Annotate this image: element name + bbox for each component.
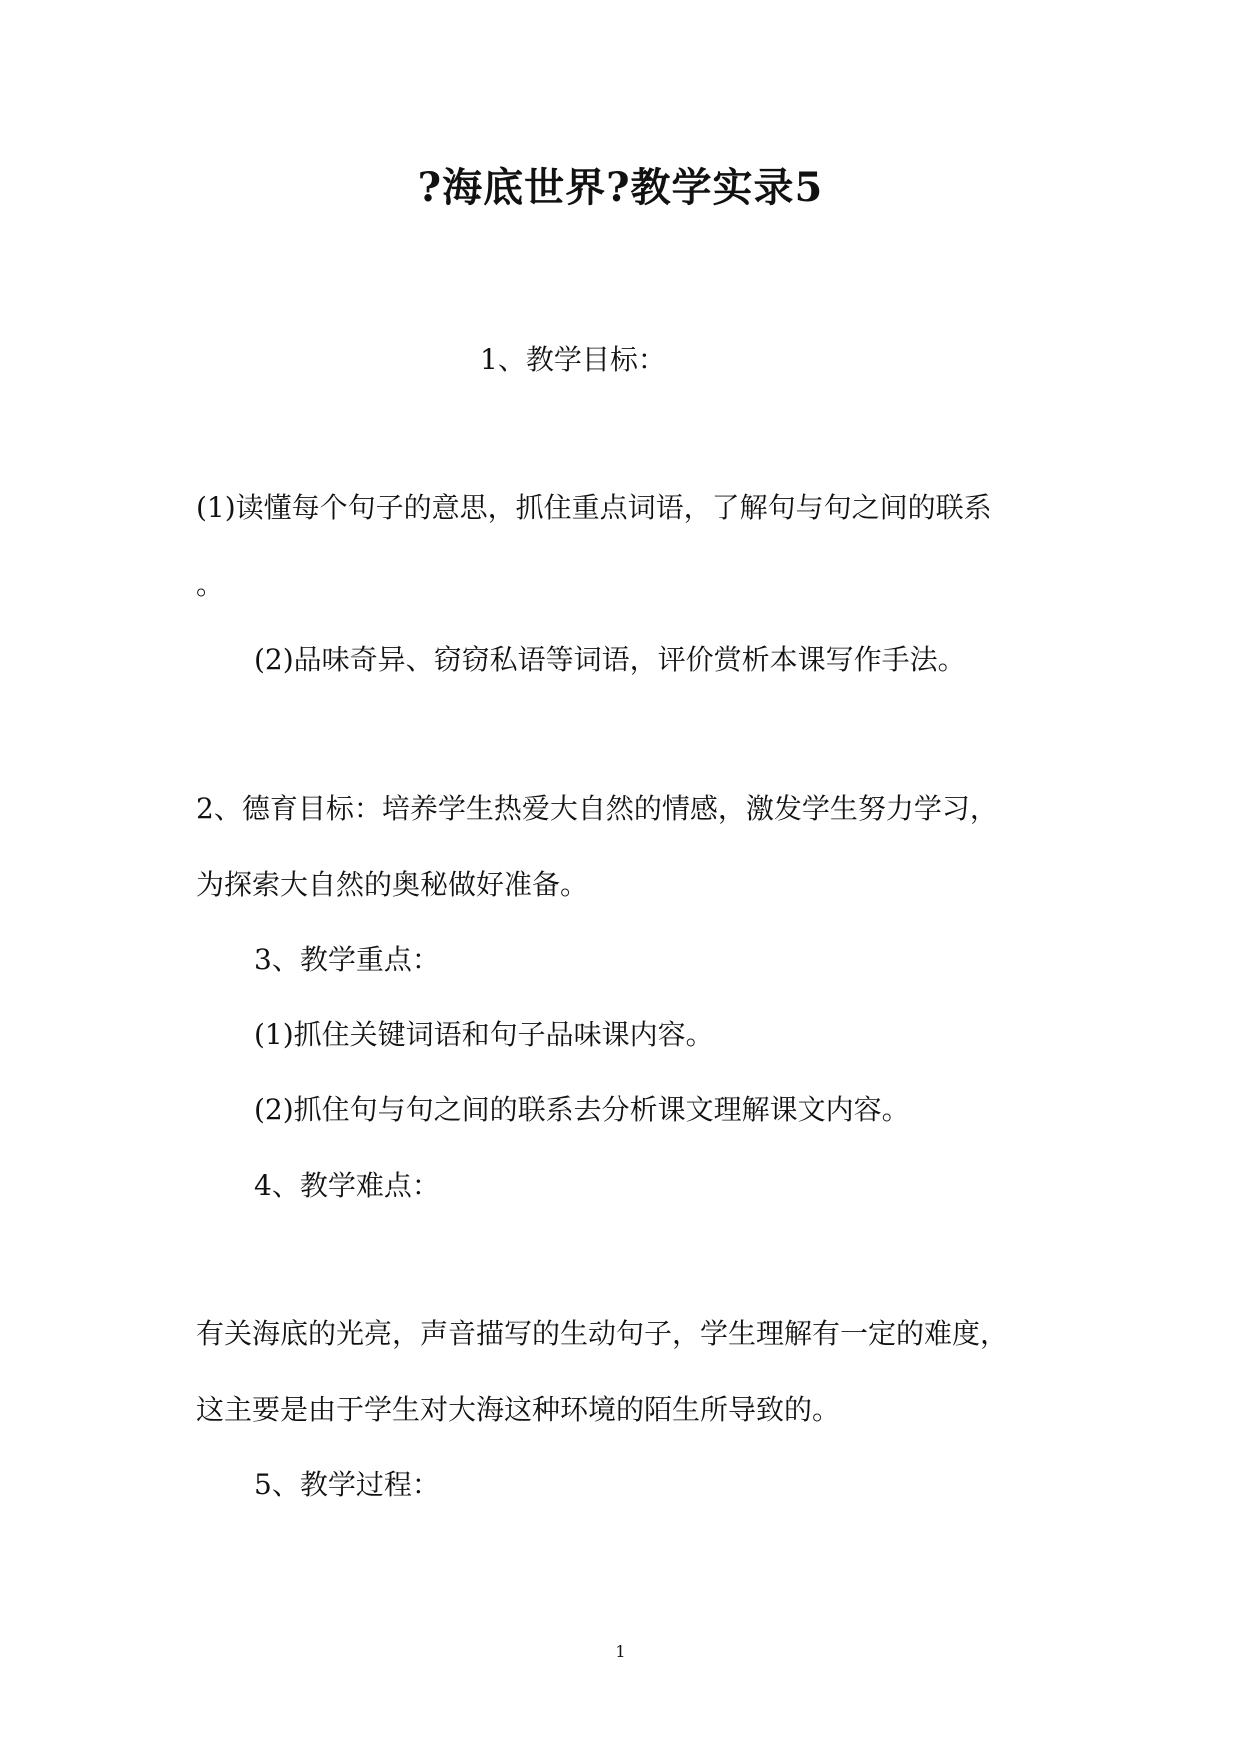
- paragraph-line: 2、德育目标：培养学生热爱大自然的情感，激发学生努力学习，: [196, 792, 998, 825]
- section-heading-teaching-process: 5、教学过程：: [254, 1468, 440, 1501]
- section-heading-key-points: 3、教学重点：: [254, 943, 440, 976]
- paragraph-line: 有关海底的光亮，声音描写的生动句子，学生理解有一定的难度，: [196, 1317, 1009, 1350]
- section-heading-teaching-goals: 1、教学目标：: [480, 343, 666, 376]
- paragraph-line: (2)品味奇异、窃窃私语等词语，评价赏析本课写作手法。: [254, 643, 966, 676]
- document-title: ?海底世界?教学实录5: [417, 164, 824, 211]
- paragraph-line: (2)抓住句与句之间的联系去分析课文理解课文内容。: [254, 1093, 910, 1126]
- section-heading-difficulties: 4、教学难点：: [254, 1169, 440, 1202]
- paragraph-line: (1)抓住关键词语和句子品味课内容。: [254, 1018, 714, 1051]
- paragraph-line: 这主要是由于学生对大海这种环境的陌生所导致的。: [196, 1393, 841, 1426]
- page-number: 1: [615, 1642, 626, 1661]
- paragraph-line: 为探索大自然的奥秘做好准备。: [196, 868, 589, 901]
- paragraph-line: (1)读懂每个句子的意思，抓住重点词语，了解句与句之间的联系: [196, 491, 992, 524]
- paragraph-line: 。: [196, 568, 225, 601]
